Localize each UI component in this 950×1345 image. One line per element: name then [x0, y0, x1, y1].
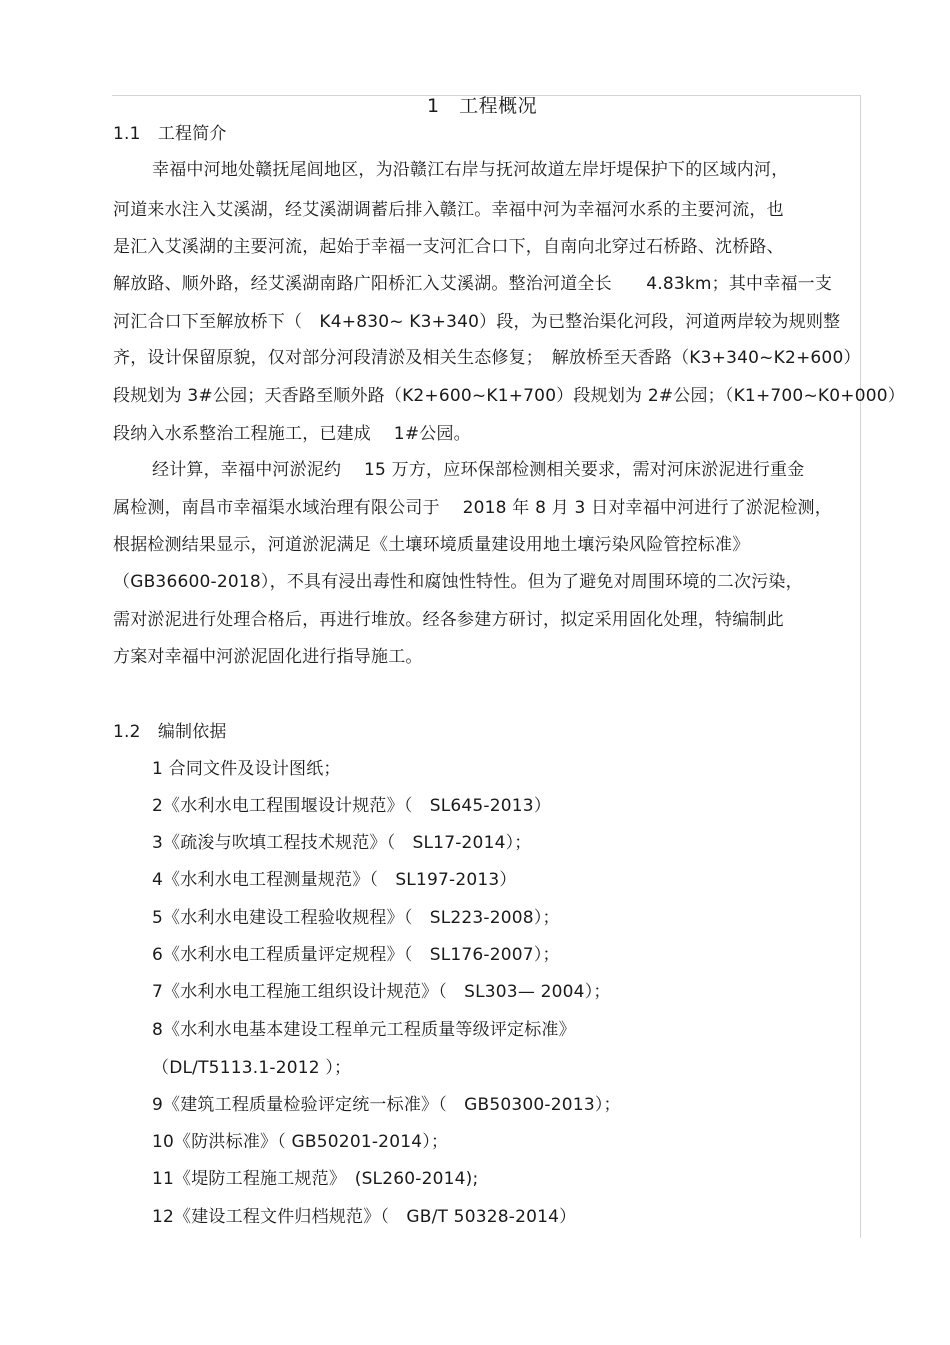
reference-item: 8《水利水电基本建设工程单元工程质量等级评定标准》	[152, 1020, 576, 1040]
paragraph-line: 解放路、顺外路，经艾溪湖南路广阳桥汇入艾溪湖。整治河道全长 4.83km；其中幸福一支	[113, 274, 833, 294]
reference-item: 4《水利水电工程测量规范》（ SL197-2013）	[152, 870, 517, 890]
right-margin-rule	[860, 95, 861, 1238]
paragraph-line: 需对淤泥进行处理合格后，再进行堆放。经各参建方研讨，拟定采用固化处理，特编制此	[113, 610, 784, 630]
paragraph-line: 河汇合口下至解放桥下（ K4+830~ K3+340）段，为已整治渠化河段，河道两岸较为规则整	[113, 312, 841, 332]
paragraph-line: 方案对幸福中河淤泥固化进行指导施工。	[113, 647, 423, 667]
paragraph-line: （GB36600-2018），不具有浸出毒性和腐蚀性特性。但为了避免对周围环境的二次污染，	[113, 572, 803, 592]
reference-item: 1 合同文件及设计图纸；	[152, 759, 341, 779]
reference-item: 2《水利水电工程围堰设计规范》（ SL645-2013）	[152, 796, 552, 816]
reference-item: 5《水利水电建设工程验收规程》（ SL223-2008）；	[152, 908, 560, 928]
paragraph-line: 幸福中河地处赣抚尾闾地区，为沿赣江右岸与抚河故道左岸圩堤保护下的区域内河，	[152, 160, 789, 180]
paragraph-line: 经计算，幸福中河淤泥约 15 万方，应环保部检测相关要求，需对河床淤泥进行重金	[152, 460, 805, 480]
chapter-title: 1 工程概况	[427, 95, 538, 117]
paragraph-line: 齐，设计保留原貌，仅对部分河段清淤及相关生态修复； 解放桥至天香路（K3+340~K2+600）	[113, 348, 861, 368]
reference-item: 10《防洪标准》（ GB50201-2014）；	[152, 1132, 449, 1152]
section-heading-1-1: 1.1 工程简介	[113, 124, 227, 144]
reference-item: 9《建筑工程质量检验评定统一标准》（ GB50300-2013）；	[152, 1095, 621, 1115]
section-heading-1-2: 1.2 编制依据	[113, 722, 227, 742]
paragraph-line: 段规划为 3#公园；天香路至顺外路（K2+600~K1+700）段规划为 2#公园；（K1+700~K0+000）	[113, 386, 905, 406]
paragraph-line: 段纳入水系整治工程施工，已建成 1#公园。	[113, 424, 471, 444]
paragraph-line: 根据检测结果显示，河道淤泥满足《土壤环境质量建设用地土壤污染风险管控标准》	[113, 535, 750, 555]
paragraph-line: 河道来水注入艾溪湖，经艾溪湖调蓄后排入赣江。幸福中河为幸福河水系的主要河流，也	[113, 200, 784, 220]
reference-item: 7《水利水电工程施工组织设计规范》（ SL303— 2004）；	[152, 982, 611, 1002]
paragraph-line: 属检测，南昌市幸福渠水域治理有限公司于 2018 年 8 月 3 日对幸福中河进行了淤泥检测，	[113, 498, 832, 518]
paragraph-line: 是汇入艾溪湖的主要河流，起始于幸福一支河汇合口下，自南向北穿过石桥路、沈桥路、	[113, 237, 784, 257]
reference-item: 6《水利水电工程质量评定规程》（ SL176-2007）；	[152, 945, 560, 965]
reference-item: （DL/T5113.1-2012 ）；	[152, 1058, 352, 1078]
reference-item: 3《疏浚与吹填工程技术规范》（ SL17-2014）；	[152, 833, 532, 853]
reference-item: 11《堤防工程施工规范》 (SL260-2014);	[152, 1169, 479, 1189]
reference-item: 12《建设工程文件归档规范》（ GB/T 50328-2014）	[152, 1207, 577, 1227]
